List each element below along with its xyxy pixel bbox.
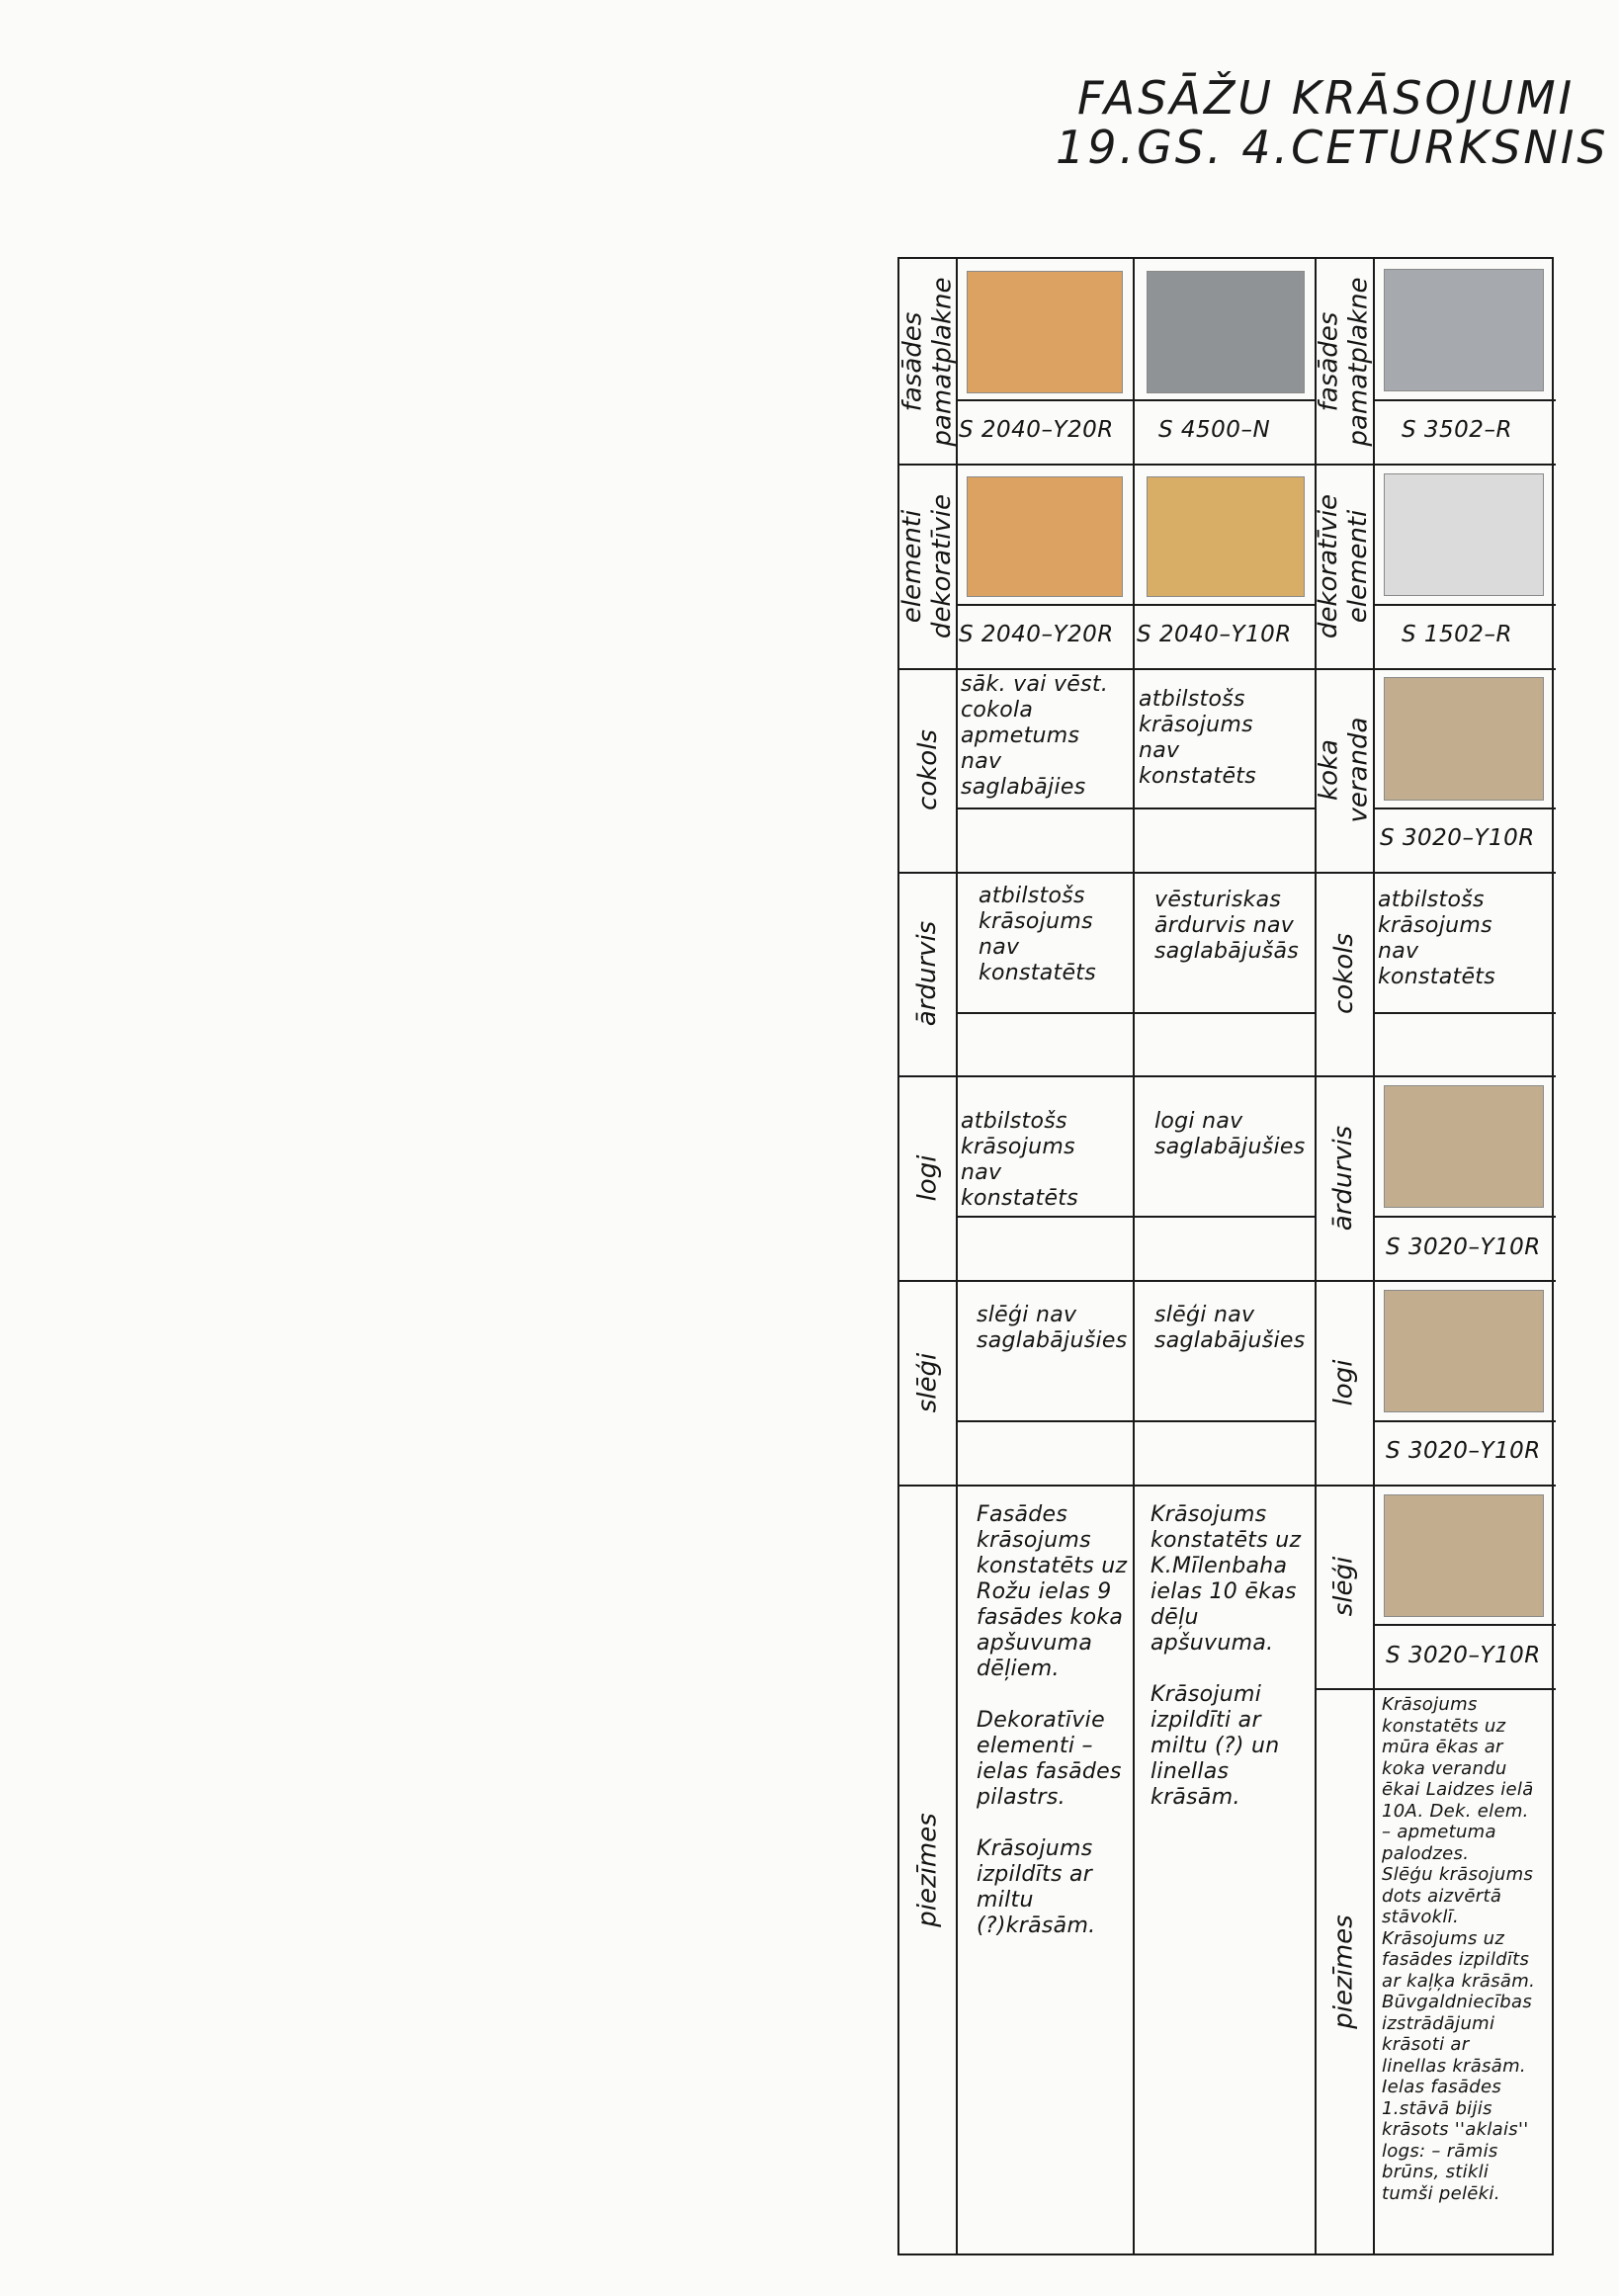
row-label-windows: logi <box>912 1154 943 1201</box>
row-label-entrance-door: ārdurvis <box>1328 1125 1359 1231</box>
grid-line <box>956 1420 1315 1422</box>
color-code: S 2040–Y10R <box>1137 622 1292 647</box>
color-swatch <box>1384 1290 1544 1412</box>
row-label-plinth: cokols <box>912 729 943 810</box>
grid-line <box>1373 399 1556 401</box>
row-label-notes: piezīmes <box>1328 1914 1359 2029</box>
grid-line <box>899 1485 1315 1487</box>
grid-line <box>956 399 1315 401</box>
cell-text: atbilstošs krāsojums nav konstatēts <box>1139 687 1256 789</box>
grid-line <box>1373 259 1375 2253</box>
grid-line <box>1373 808 1556 809</box>
row-label-wooden-veranda: koka veranda <box>1314 717 1374 823</box>
grid-line <box>1373 604 1556 606</box>
color-code: S 3020–Y10R <box>1386 1643 1541 1668</box>
cell-text: vēsturiskas ārdurvis nav saglabājušās <box>1154 888 1300 964</box>
row-label-notes: piezīmes <box>912 1813 943 1927</box>
color-code: S 3502–R <box>1402 417 1512 443</box>
row-label-decorative-elements: dekoratīvie elementi <box>1314 493 1374 638</box>
grid-line <box>956 604 1315 606</box>
grid-line <box>899 668 1315 670</box>
cell-text: atbilstošs krāsojums nav konstatēts <box>961 1109 1078 1211</box>
row-label-entrance-door: ārdurvis <box>912 920 943 1027</box>
row-label-facade-plane: fasādes pamatplakne <box>897 276 958 447</box>
notes-text: Krāsojums konstatēts uz mūra ēkas ar koka verandu ēkai Laidzes ielā 10A. Dek. elem. – apmetuma palodzes. Slēģu krāsojums dots aizvērtā stāvoklī. Krāsojums uz fasādes izpildīts ar kaļķa krāsām. Būvgaldniecības izstrādājumi krāsoti ar linellas krāsām. Ielas fasādes 1.stāvā bijis krāsots ''aklais'' logs: – rāmis brūns, stikli tumši pelēki. <box>1382 1694 1536 2204</box>
row-label-shutters: slēģi <box>1328 1556 1359 1617</box>
color-code: S 1502–R <box>1402 622 1512 647</box>
color-swatch <box>967 476 1123 597</box>
grid-line <box>899 1075 1315 1077</box>
color-swatch <box>967 271 1123 393</box>
cell-text: atbilstošs krāsojums nav konstatēts <box>1378 888 1495 989</box>
color-code: S 3020–Y10R <box>1386 1438 1541 1464</box>
color-code: S 4500–N <box>1158 417 1271 443</box>
cell-text: sāk. vai vēst. cokola apmetums nav saglabājies <box>961 672 1109 800</box>
row-label-facade-plane: fasādes pamatplakne <box>1314 276 1374 447</box>
grid-line <box>1373 1420 1556 1422</box>
color-swatch <box>1147 476 1305 597</box>
color-swatch <box>1384 1494 1544 1617</box>
row-label-shutters: slēģi <box>912 1352 943 1412</box>
color-code: S 2040–Y20R <box>959 622 1114 647</box>
grid-line <box>899 464 1315 466</box>
row-label-plinth: cokols <box>1328 933 1359 1014</box>
page-title-line1: FASĀŽU KRĀSOJUMI <box>1077 71 1576 125</box>
row-label-windows: logi <box>1328 1359 1359 1405</box>
cell-text: slēģi nav saglabājušies <box>1154 1303 1306 1353</box>
color-swatch <box>1147 271 1305 393</box>
cell-text: atbilstošs krāsojums nav konstatēts <box>979 884 1096 985</box>
cell-text: slēģi nav saglabājušies <box>977 1303 1128 1353</box>
color-swatch <box>1384 269 1544 391</box>
grid-line <box>956 1012 1315 1014</box>
page-title-line2: 19.GS. 4.CETURKSNIS <box>1056 121 1609 174</box>
grid-line <box>899 872 1315 874</box>
color-swatch <box>1384 1085 1544 1208</box>
color-swatch <box>1384 677 1544 801</box>
row-label-decorative-elements: elementi dekoratīvie <box>897 493 958 638</box>
color-code: S 3020–Y10R <box>1380 825 1535 851</box>
color-swatch <box>1384 473 1544 596</box>
grid-line <box>956 1216 1315 1218</box>
grid-line <box>899 1280 1315 1282</box>
grid-line <box>1373 1624 1556 1626</box>
cell-text: logi nav saglabājušies <box>1154 1109 1306 1159</box>
notes-text: Krāsojums konstatēts uz K.Mīlenbaha ielas 10 ēkas dēļu apšuvuma. Krāsojumi izpildīti ar miltu (?) un linellas krāsām. <box>1150 1502 1302 1810</box>
grid-line <box>1373 1012 1556 1014</box>
grid-line <box>1133 259 1135 2253</box>
grid-line <box>1373 1216 1556 1218</box>
notes-text: Fasādes krāsojums konstatēts uz Rožu ielas 9 fasādes koka apšuvuma dēļiem. Dekoratīvie elementi – ielas fasādes pilastrs. Krāsojums izpildīts ar miltu (?)krāsām. <box>977 1502 1128 1938</box>
color-table <box>897 257 1554 2255</box>
grid-line <box>956 808 1315 809</box>
color-code: S 3020–Y10R <box>1386 1234 1541 1260</box>
color-code: S 2040–Y20R <box>959 417 1114 443</box>
